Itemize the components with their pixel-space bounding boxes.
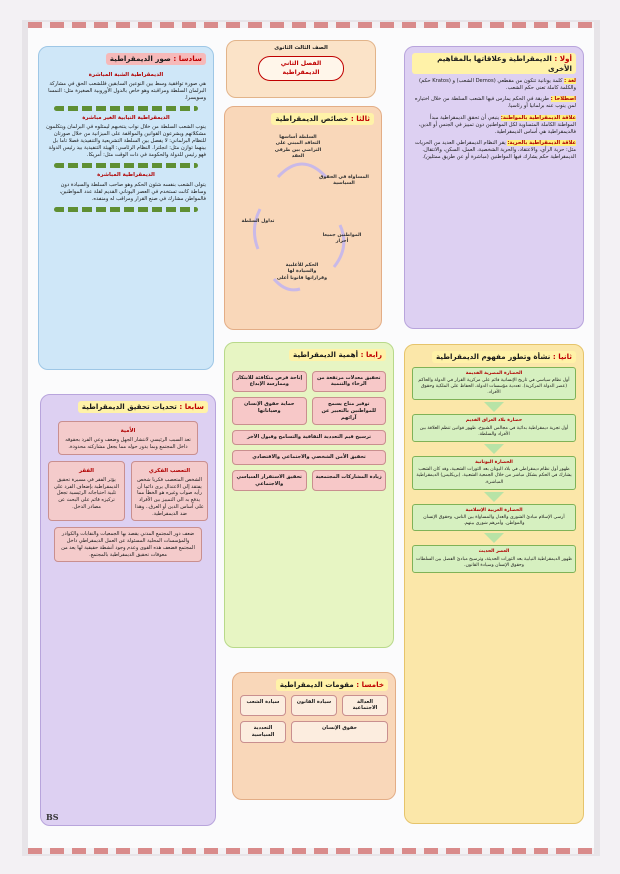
stage-title: الحضارة اليونانية (475, 460, 513, 466)
down-arrow-icon (484, 402, 504, 412)
panel-pillars (232, 672, 396, 800)
panel-definitions (404, 46, 584, 329)
panel-challenges (40, 394, 216, 826)
signature: BS (46, 812, 59, 822)
challenge-text: ضعف دور المجتمع المدني يقصد بها الجمعيات والنقابات والكوادر والمؤسسات المحلية المسئولة عن العمل الديمقراطي داخل المجتمع فضعف هذه القوى وعدم وجود أنشطة حقيقية لها يعد من معوقات تحقيق الديمقراطية بالمجتمع. (61, 531, 195, 558)
challenge-civil-society (54, 527, 202, 562)
challenge-title: الأمية (120, 427, 136, 434)
section-title (106, 53, 206, 65)
section-title (276, 679, 388, 691)
cycle-item: المساواة في الحقوق السياسية (319, 174, 369, 187)
importance-item: زيادة المشاركات المجتمعية (312, 470, 387, 492)
chapter-subtitle: الديمقراطية (282, 68, 320, 76)
chapter-header (226, 40, 376, 98)
form-text: ينوب الشعب السلطة من خلال نواب ينتخبهم ليمثلوه في البرلمان ويتكلمون مشكلاتهم ويشرعون القوانين والمواقفة على الميزانية من خلال صورتان للنظام البرلماني: لا يفصل بين السلطة التشريعية والتنفيذية فصلا تاما بل بينهما توازن مثل: انجلترا. النظام الرئاسي: الهيئة التنفيذية بيد رئيس الدولة فهو رئيس للدولة والحكومة في ذات الوقت مثل: أمريكا. (46, 124, 206, 159)
term-text: ينبغي أن تحقق الديمقراطية مبدأ المواطنة الكاملة المتساوية لكل المواطنين دون تمييز في الجنس أو الدين، فالديمقراطية هي أساس الديمقراطية. (418, 114, 576, 135)
term-label: علاقة الديمقراطية بالمواطنة: (500, 114, 576, 121)
section-number: سادسا : (173, 54, 202, 63)
chapter-title: الفصل الثاني (280, 60, 322, 68)
form-text: هي صورة توافقية وسط بين النوعين السابقين فللشعب الحق في مشاركة البرلمان السلطة ومراقبته وهو خاص بالدول الأوروبية الصغيرة مثل: النمسا وسويسرا. (48, 81, 206, 102)
section-heading: الديمقراطية وعلاقاتها بالمفاهيم الأخرى (437, 54, 572, 73)
cycle-item: المواطنين جميعا أحرار (322, 232, 362, 245)
importance-grid (232, 371, 386, 492)
panel-importance (224, 342, 394, 648)
decorative-border-top (28, 22, 594, 28)
panel-characteristics (224, 106, 382, 330)
importance-item: توفير مناخ يسمح للمواطنين بالتعبير عن آرائهم (312, 397, 387, 425)
definition-language (412, 78, 576, 92)
importance-item: ترسيخ قيم التعددية الثقافية والتسامح وقبول الآخر (232, 430, 386, 445)
cycle-item: السلطة أساسها التعاقد المبني على التراضي بين طرفي العقد (274, 134, 322, 160)
section-number: ثالثا : (350, 114, 370, 123)
evolution-stage (412, 414, 576, 442)
relation-freedom (412, 140, 576, 161)
section-heading: صور الديمقراطية (109, 54, 171, 63)
evolution-stage (412, 456, 576, 490)
importance-item: حماية حقوق الإنسان وصياناتها (232, 397, 307, 425)
section-heading: مقومات الديمقراطية (279, 680, 354, 689)
section-title (432, 351, 576, 363)
importance-item: إتاحة فرص متكافئة للابتكار وممارسة الإبداع (232, 371, 307, 393)
chapter-badge (258, 56, 344, 81)
term-text: يقر النظام الديمقراطي العديد من الحريات مثل: حرية الرأي، والاعتقاد، والحرية الشخصية، العمل، السكن، والانتقال. الديمقراطية حكم يشارك فيها المواطنين (مباشرة أو عن طريق ممثلين). (415, 139, 576, 160)
section-title (289, 349, 386, 361)
term-text: كلمة يونانية تتكون من مقطعي (Demos الشعب) و (Kratos حكم) والكلمة كاملة تعنى حكم الشعب. (418, 78, 576, 92)
pillar-item: العدالة الاجتماعية (342, 695, 388, 717)
evolution-stage (412, 504, 576, 532)
term-label: لغة : (564, 78, 576, 85)
form-title: الديمقراطية النيابية الغير مباشرة (82, 115, 170, 122)
importance-item: تحقيق الأمن الشخصي والاجتماعي والاقتصادي (232, 450, 386, 465)
down-arrow-icon (484, 533, 504, 543)
stage-text: ظهور أول نظام ديمقراطي في بلاد اليونان بعد الثورات الشعبية، وقد كان الشعب يشارك في الحكم بشكل مباشر من خلال الجمعية الشعبية. (بريكليس) الديمقراطية المباشرة. (416, 467, 572, 485)
form-text: يتولى الشعب بنفسه شئون الحكم وهو صاحب السلطة والسيادة دون وساطة كانت تستخدم في العصر اليوناني القديم لقلة عدد المواطنين، فالمواطن مشارك في صنع القرار ومراقب له ومنفذه. (59, 181, 206, 202)
cycle-item: الحكم للأغلبية والسيادة لها وقراراتها قانونا أعلى (276, 262, 328, 281)
characteristics-cycle (230, 129, 374, 309)
form-title: الديمقراطية المباشرة (97, 172, 155, 179)
grade-label: الصف الثالث الثانوى (274, 45, 328, 51)
challenge-row (48, 461, 208, 522)
challenge-title: الفقر (79, 467, 94, 474)
definition-terminology (412, 96, 576, 110)
pillar-item: حقوق الإنسان (291, 721, 388, 743)
section-heading: نشأة وتطور مفهوم الديمقراطية (435, 352, 551, 361)
term-label: علاقة الديمقراطية بالحرية: (507, 139, 576, 146)
section-number: ثانيا : (552, 352, 572, 361)
stage-title: العصر الحديث (478, 549, 510, 555)
section-heading: أهمية الديمقراطية (292, 350, 359, 359)
challenge-poverty (48, 461, 125, 522)
section-title (78, 401, 208, 413)
evolution-stage (412, 545, 576, 573)
section-number: رابعا : (360, 350, 382, 359)
challenge-fanaticism (131, 461, 208, 522)
term-label: اصطلاحا : (550, 96, 576, 103)
relation-citizenship (412, 115, 576, 136)
challenge-illiteracy (58, 421, 198, 455)
divider (54, 163, 198, 168)
stage-title: الحضارة العربية الإسلامية (465, 507, 523, 513)
stage-text: أول نظام سياسي في تاريخ الإنسانية قائم على مركزية القرار في الدولة والحاكم (عصر الدولة المركزية). تعددية مؤسسات الدولة، الحفاظ على الملكية وحقوق الأفراد. (418, 377, 570, 396)
importance-item: تحقيق معدلات مرتفعة من الرخاء والتنمية (312, 371, 387, 393)
section-heading: خصائص الديمقراطية (275, 114, 349, 123)
section-number: خامسا : (356, 680, 384, 689)
decorative-border-bottom (28, 848, 594, 854)
pillars-grid (240, 695, 388, 743)
down-arrow-icon (484, 492, 504, 502)
challenge-text: الشخص المتعصب فكريا شخص يفتقد إلى الاعتدال يرى دائما أن رأيه صواب وغيره هو الخطأ مما يدفع به الى التمييز بين الأفراد على أساس الدين أو العرق.. وهذا ضد الديمقراطية. (135, 476, 204, 517)
stage-title: الحضارة المصرية القديمة (465, 370, 523, 376)
stage-text: ظهور الديمقراطية النيابية بعد الثورات الحديثة، وترسيخ مبادئ الفصل بين السلطات وحقوق الإنسان وسيادة القانون. (416, 556, 572, 568)
evolution-stage (412, 367, 576, 401)
cycle-item: تداول السلطة (241, 218, 275, 224)
stage-text: أول تجربة ديمقراطية بدائية في مجالس الشيوخ، ظهور قوانين تنظم العلاقة بين الأفراد والسلطة. (419, 425, 569, 437)
section-heading: تحديات تحقيق الديمقراطية (81, 402, 177, 411)
divider (54, 106, 198, 111)
section-number: أولا : (554, 54, 572, 63)
section-title (271, 113, 374, 125)
panel-evolution (404, 344, 584, 824)
section-title (412, 53, 576, 74)
pillar-item: سيادة القانون (291, 695, 337, 717)
challenge-text: تعد السبب الرئيسي لانتشار الجهل وضعف وعي الفرد بحقوقه داخل المجتمع وبما يدور حوله مما يجعل مشاركته محدودة. (65, 437, 191, 450)
term-text: طريقة في الحكم يمارس فيها الشعب السلطة من خلال اختياره لمن ينوب عنه برلمانيا أو رئاسيا. (414, 96, 576, 110)
importance-item: تحقيق الاستقرار السياسي والاجتماعي (232, 470, 307, 492)
challenge-text: يؤثر الفقر في مسيرة تحقيق الديمقراطية بإضعاف الفرد على تلبية احتياجاته الرئيسية تجعل تركيزه قائم على البحث عن مصادر الدخل. (54, 476, 119, 510)
stage-title: حضارة بلاد العراق القديم (465, 418, 523, 424)
down-arrow-icon (484, 444, 504, 454)
stage-text: أرسى الإسلام مبادئ الشورى والعدل والمساواة بين الناس، وحقوق الإنسان والمواطن. وأمرهم شورى بينهم. (423, 514, 565, 527)
divider (54, 207, 198, 212)
challenge-title: التعصب الفكري (148, 467, 191, 474)
form-title: الديمقراطية الشبة المباشرة (88, 71, 164, 78)
pillar-item: سيادة الشعب (240, 695, 286, 717)
panel-forms (38, 46, 214, 370)
section-number: سابعا : (179, 402, 204, 411)
pillar-item: التعددية السياسية (240, 721, 286, 743)
